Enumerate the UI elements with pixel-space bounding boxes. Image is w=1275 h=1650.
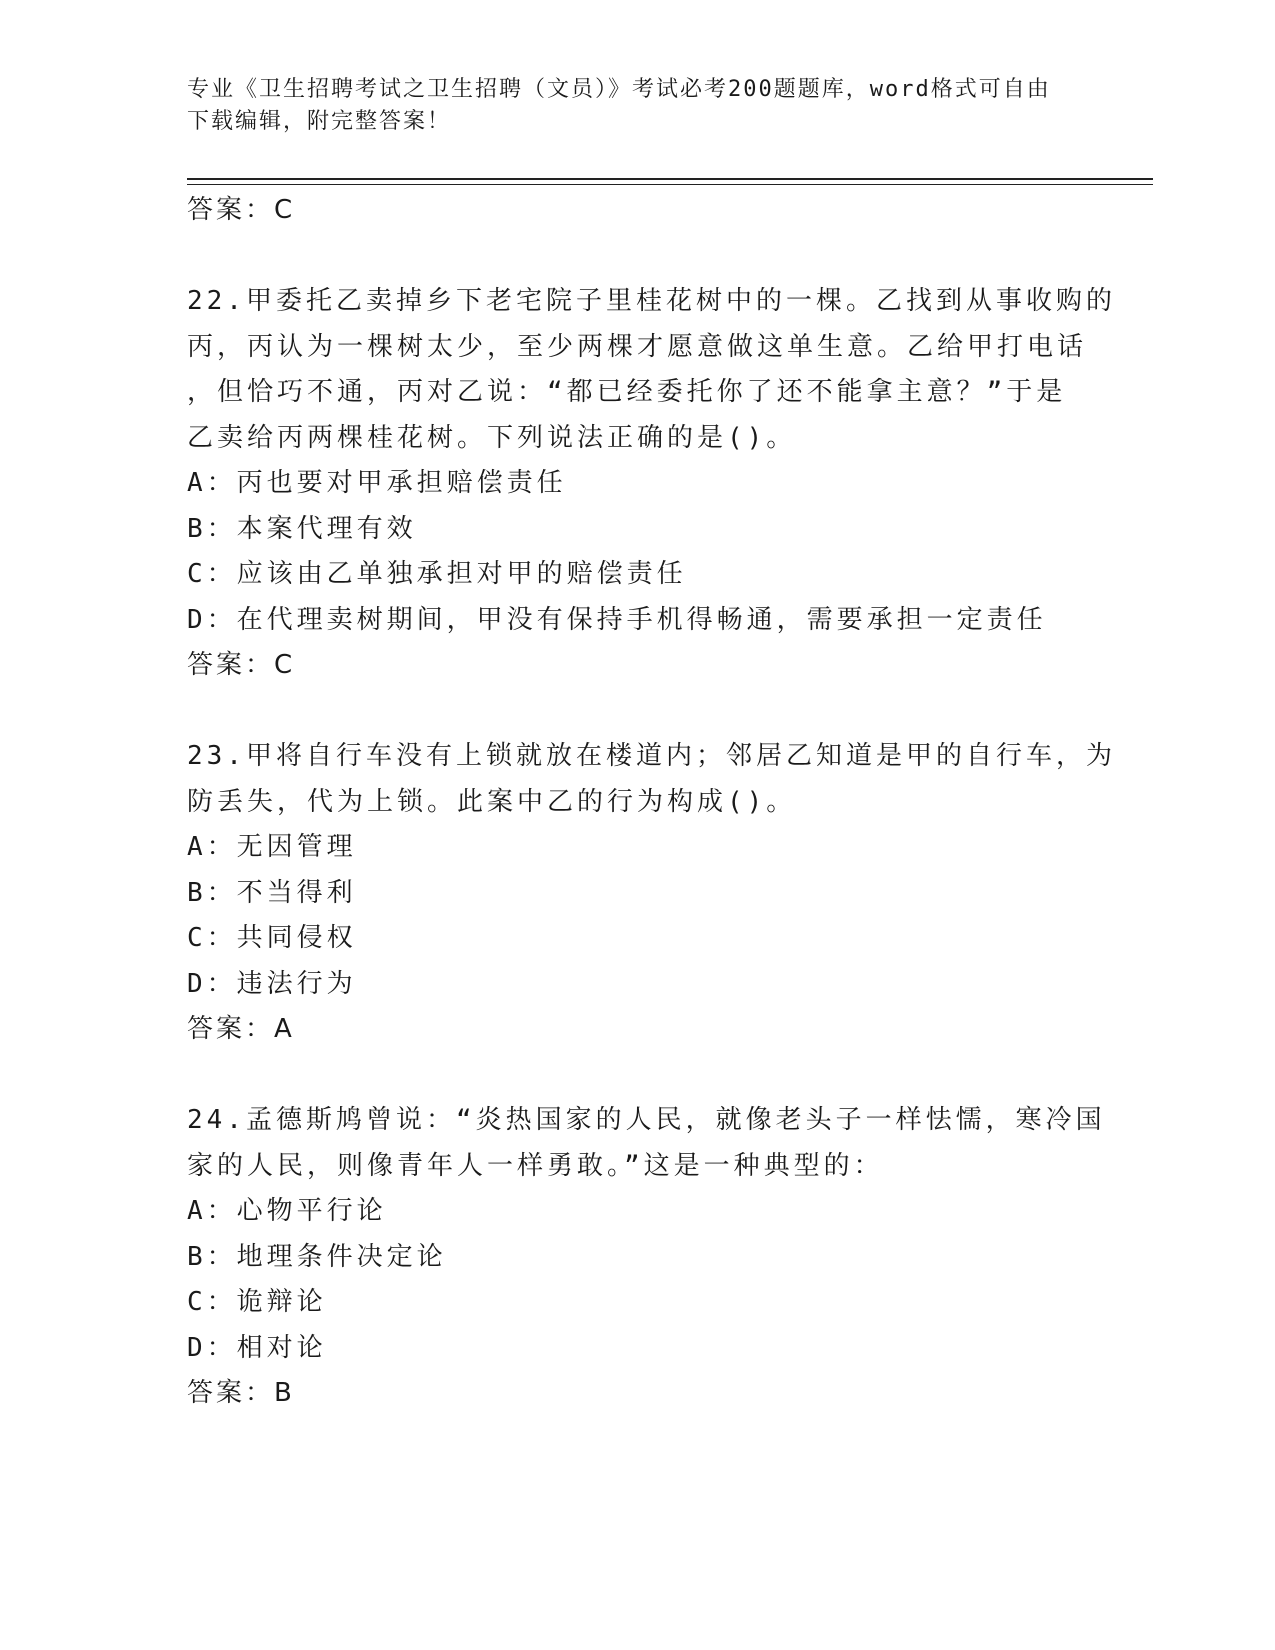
header-divider-thick [187, 178, 1153, 180]
document-header: 专业《卫生招聘考试之卫生招聘（文员）》考试必考200题题库，word格式可自由下载编辑，附完整答案！ [187, 77, 1051, 134]
question-stem-line: 22.甲委托乙卖掉乡下老宅院子里桂花树中的一棵。乙找到从事收购的 [187, 286, 1116, 316]
question-24 [187, 1098, 1106, 1417]
spacer [187, 1053, 1067, 1099]
question-stem-line: 23.甲将自行车没有上锁就放在楼道内；邻居乙知道是甲的自行车，为 [187, 741, 1116, 771]
answer: 答案：A [187, 1014, 295, 1044]
question-stem-line: ，但恰巧不通，丙对乙说：“都已经委托你了还不能拿主意？”于是 [187, 377, 1067, 407]
option-d: D：在代理卖树期间，甲没有保持手机得畅通，需要承担一定责任 [187, 604, 1047, 635]
question-22 [187, 279, 1116, 689]
question-stem-line: 乙卖给丙两棵桂花树。下列说法正确的是()。 [187, 422, 797, 453]
option-c: C：共同侵权 [187, 923, 357, 953]
question-stem-line: 24.孟德斯鸠曾说：“炎热国家的人民，就像老头子一样怯懦，寒冷国 [187, 1105, 1106, 1135]
option-c: C：诡辩论 [187, 1287, 327, 1317]
question-stem-line: 丙，丙认为一棵树太少，至少两棵才愿意做这单生意。乙给甲打电话 [187, 331, 1088, 362]
spacer [187, 234, 1067, 280]
option-c: C：应该由乙单独承担对甲的赔偿责任 [187, 559, 687, 589]
question-stem-line: 防丢失，代为上锁。此案中乙的行为构成()。 [187, 786, 797, 817]
option-d: D：违法行为 [187, 968, 357, 999]
option-b: B：不当得利 [187, 877, 357, 908]
question-content [187, 188, 1116, 1417]
header-divider-thin [187, 184, 1153, 185]
question-stem-line: 家的人民，则像青年人一样勇敢。”这是一种典型的： [187, 1150, 884, 1181]
answer: 答案：C [187, 650, 296, 680]
option-d: D：相对论 [187, 1332, 327, 1363]
option-b: B：本案代理有效 [187, 513, 417, 544]
option-a: A：丙也要对甲承担赔偿责任 [187, 468, 567, 498]
spacer [187, 689, 1067, 735]
option-a: A：无因管理 [187, 832, 357, 862]
option-a: A：心物平行论 [187, 1196, 387, 1226]
question-23 [187, 734, 1116, 1053]
option-b: B：地理条件决定论 [187, 1241, 447, 1272]
answer: 答案：B [187, 1378, 295, 1408]
previous-answer: 答案：C [187, 195, 296, 225]
